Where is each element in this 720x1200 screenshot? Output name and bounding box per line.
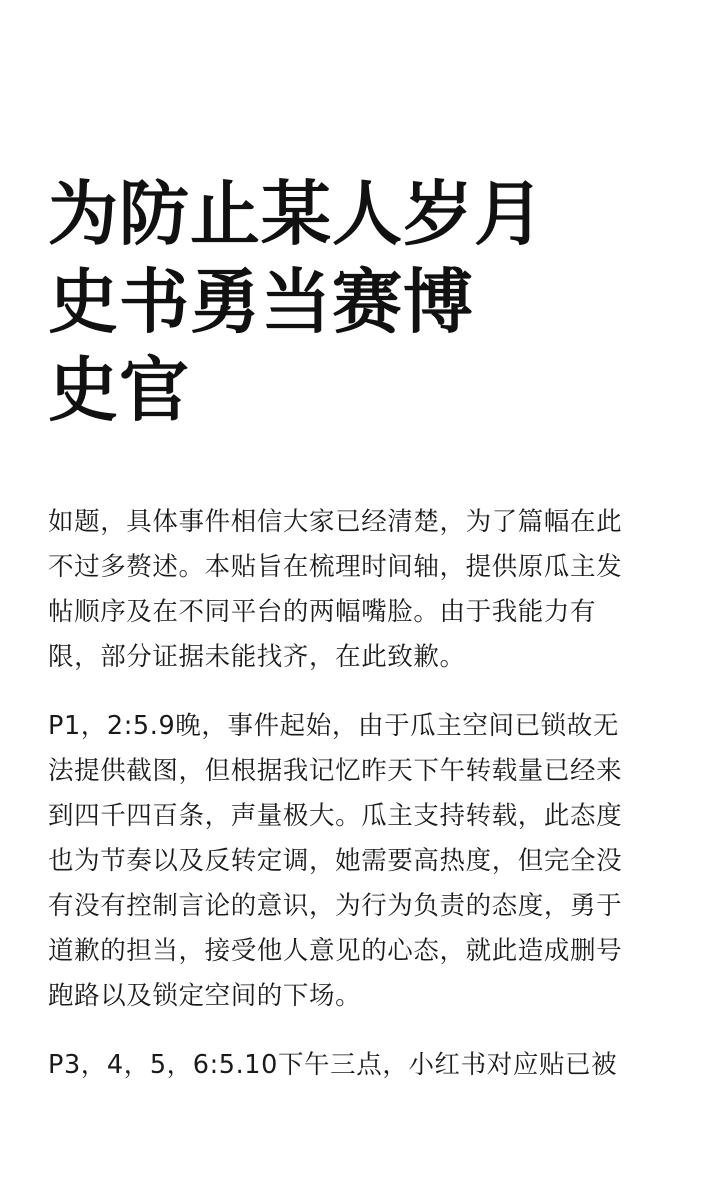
paragraph-line: 法提供截图，但根据我记忆昨天下午转载量已经来 bbox=[48, 756, 623, 786]
paragraph-line: 帖顺序及在不同平台的两幅嘴脸。由于我能力有 bbox=[48, 597, 597, 627]
article-body bbox=[48, 500, 676, 1112]
paragraph-line: 不过多赘述。本贴旨在梳理时间轴，提供原瓜主发 bbox=[48, 552, 623, 582]
paragraph-line: 有没有控制言论的意识，为行为负责的态度，勇于 bbox=[48, 891, 623, 921]
paragraph-line: 跑路以及锁定空间的下场。 bbox=[48, 981, 362, 1011]
paragraph-line: P3，4，5，6:5.10下午三点，小红书对应贴已被 bbox=[48, 1050, 618, 1080]
paragraph-intro bbox=[48, 500, 676, 680]
title-line: 史书勇当赛博 bbox=[48, 261, 474, 343]
paragraph-line: 也为节奏以及反转定调，她需要高热度，但完全没 bbox=[48, 846, 623, 876]
paragraph-line: P1，2:5.9晚，事件起始，由于瓜主空间已锁故无 bbox=[48, 711, 619, 741]
paragraph-p3 bbox=[48, 1043, 676, 1088]
paragraph-line: 到四千四百条，声量极大。瓜主支持转载，此态度 bbox=[48, 801, 623, 831]
paragraph-line: 道歉的担当，接受他人意见的心态，就此造成删号 bbox=[48, 936, 623, 966]
title-line: 史官 bbox=[48, 349, 190, 431]
paragraph-p1 bbox=[48, 704, 676, 1019]
paragraph-line: 限，部分证据未能找齐，在此致歉。 bbox=[48, 642, 466, 672]
paragraph-line: 如题，具体事件相信大家已经清楚，为了篇幅在此 bbox=[48, 507, 623, 537]
page-title bbox=[48, 170, 688, 434]
title-line: 为防止某人岁月 bbox=[48, 173, 545, 255]
